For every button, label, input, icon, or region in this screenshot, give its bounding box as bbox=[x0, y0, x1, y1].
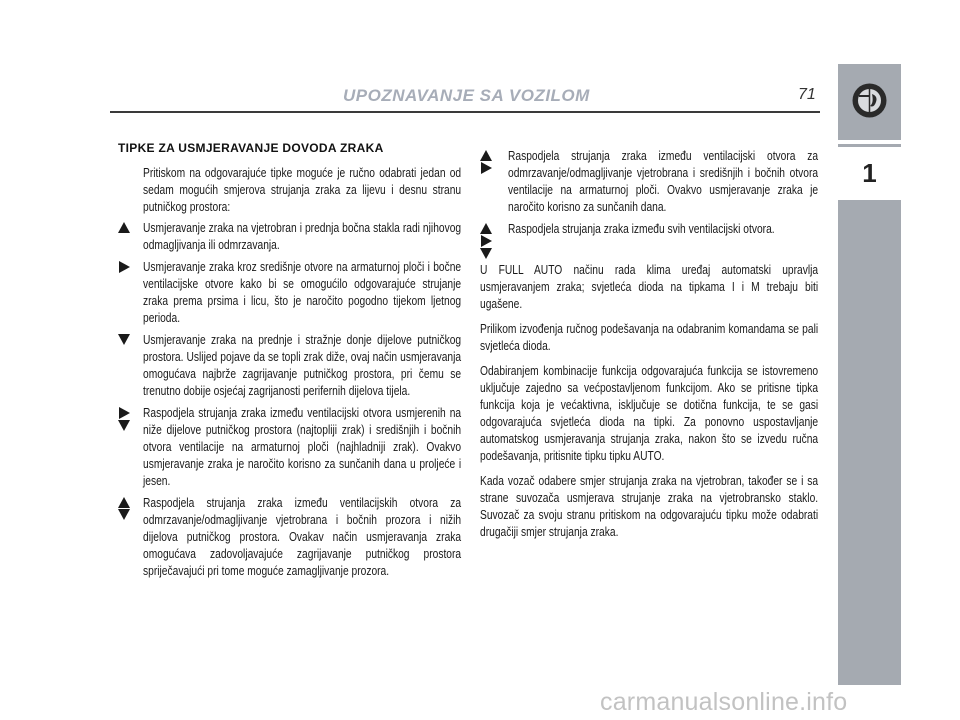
list-item-text: Usmjeravanje zraka kroz središnje otvore na armaturnoj ploči i bočne ventilacijske otvore kako bi se omogućilo odgovarajuće strujanje zraka prema prsima i licu, što je naročito pogodno tijekom ljetnog perioda. bbox=[143, 260, 462, 325]
alfa-romeo-logo-icon bbox=[851, 82, 888, 119]
arrow-up-icon bbox=[118, 497, 130, 508]
paragraph-text: U FULL AUTO načinu rada klima uređaj automatski upravlja usmjeravanjem zraka; svjetleća dioda na tipkama I i M trebaju biti ugašene. bbox=[480, 263, 819, 311]
arrow-right-icon bbox=[481, 162, 492, 174]
paragraph-text: Kada vozač odabere smjer strujanja zraka na vjetrobran, također se i sa strane suvozača usmjerava strujanje zraka na vjetrobransko staklo. Suvozač za svoju stranu pritiskom na odgovarajuću tipku može odabrati drugačiji smjer strujanja zraka. bbox=[480, 474, 819, 539]
list-item-text: Raspodjela strujanja zraka između ventilacijskih otvora za odmrzavanje/odmagljivanje vjetrobrana i bočnih prozora i nižih dijelova putničkog prostora. Ovakav način usmjeravanja zraka omogućava zadovoljavajuće zagrijavanje putničkog prostora spriječavajući pri tome moguće zamagljivanje prozora. bbox=[143, 496, 462, 578]
arrow-down-icon bbox=[480, 248, 492, 259]
body-paragraph bbox=[480, 363, 818, 465]
page-header-title: UPOZNAVANJE SA VOZILOM bbox=[343, 86, 590, 105]
chapter-tab bbox=[838, 147, 901, 200]
chapter-sidebar bbox=[838, 64, 901, 685]
list-item-text: Raspodjela strujanja zraka između ventilacijski otvora za odmrzavanje/odmagljivanje vjetrobrana i središnjih i bočnih otvora ventilacije na armaturnoj ploči. Ovakvo usmjeravanje zraka je naročito korisno za sunčanih dana. bbox=[508, 149, 819, 214]
list-item bbox=[480, 148, 818, 216]
list-item bbox=[118, 495, 461, 580]
arrow-right-icon bbox=[481, 235, 492, 247]
section-heading: TIPKE ZA USMJERAVANJE DOVODA ZRAKA bbox=[118, 141, 384, 155]
arrow-up-icon bbox=[480, 223, 492, 234]
arrow-up-icon bbox=[118, 222, 130, 233]
direction-icons bbox=[480, 150, 502, 175]
arrow-right-icon bbox=[119, 407, 130, 419]
left-column bbox=[118, 141, 461, 580]
list-item-text: Usmjeravanje zraka na prednje i stražnje donje dijelove putničkog prostora. Uslijed pojave da se topli zrak diže, ovaj način usmjeravanja omogućava najbrže zagrijavanje putničkog prostora, pri čemu se trenutno dobije osjećaj zagrijanosti perifernih dijelova tijela. bbox=[143, 333, 462, 398]
direction-icons bbox=[118, 334, 140, 346]
paragraph-text: Prilikom izvođenja ručnog podešavanja na odabranim komandama se pali svjetleća dioda. bbox=[480, 322, 819, 353]
intro-text: Pritiskom na odgovarajuće tipke moguće je ručno odabrati jedan od sedam mogućih smjerova strujanja zraka za lijevu i desnu stranu putničkog prostora: bbox=[143, 166, 462, 214]
direction-icons bbox=[480, 223, 502, 260]
list-item-text: Raspodjela strujanja zraka između ventilacijski otvora usmjerenih na niže dijelove putničkog prostora (najtopliji zrak) i središnjih i bočnih otvora ventilacije na armaturnoj ploči (najhladniji zrak). Ovakvo usmjeravanje zraka je naročito korisno za sunčanih dana u proljeće i jesen. bbox=[143, 406, 462, 488]
arrow-right-icon bbox=[119, 261, 130, 273]
body-paragraph bbox=[480, 262, 818, 313]
chapter-number: 1 bbox=[862, 158, 877, 188]
body-paragraph bbox=[480, 473, 818, 541]
header-divider bbox=[110, 111, 820, 113]
page-number: 71 bbox=[798, 86, 816, 103]
list-item bbox=[480, 221, 818, 238]
list-item-text: Raspodjela strujanja zraka između svih ventilacijski otvora. bbox=[508, 222, 775, 236]
watermark: carmanualsonline.info bbox=[600, 688, 848, 716]
body-paragraph bbox=[480, 321, 818, 355]
list-item bbox=[118, 220, 461, 254]
direction-icons bbox=[118, 222, 140, 234]
logo-box bbox=[838, 64, 901, 144]
paragraph-text: Odabiranjem kombinacije funkcija odgovarajuća funkcija se istovremeno uključuje zajedno sa većpostavljenom funkcijom. Ako se pritisne tipka funkcija koja je većaktivna, isključuje se dotična funkcija, te se gasi odgovarajuća svjetleća dioda na tipki. Za ponovno uspostavljanje automatskog usmjeravanja strujanja zraka, nakon što se izvedu ručna podešavanja, pritisnite tipku tipku AUTO. bbox=[480, 364, 819, 463]
list-item-text: Usmjeravanje zraka na vjetrobran i prednja bočna stakla radi njihovog odmagljivanja ili odmrzavanja. bbox=[143, 221, 462, 252]
direction-icons bbox=[118, 407, 140, 432]
direction-icons bbox=[118, 261, 140, 274]
arrow-down-icon bbox=[118, 509, 130, 520]
direction-icons bbox=[118, 497, 140, 521]
list-item bbox=[118, 259, 461, 327]
arrow-down-icon bbox=[118, 420, 130, 431]
list-item bbox=[118, 405, 461, 490]
arrow-down-icon bbox=[118, 334, 130, 345]
sidebar-fill bbox=[838, 202, 901, 685]
intro-paragraph bbox=[143, 165, 461, 216]
right-column bbox=[480, 148, 818, 541]
arrow-up-icon bbox=[480, 150, 492, 161]
spacer bbox=[480, 238, 818, 254]
list-item bbox=[118, 332, 461, 400]
